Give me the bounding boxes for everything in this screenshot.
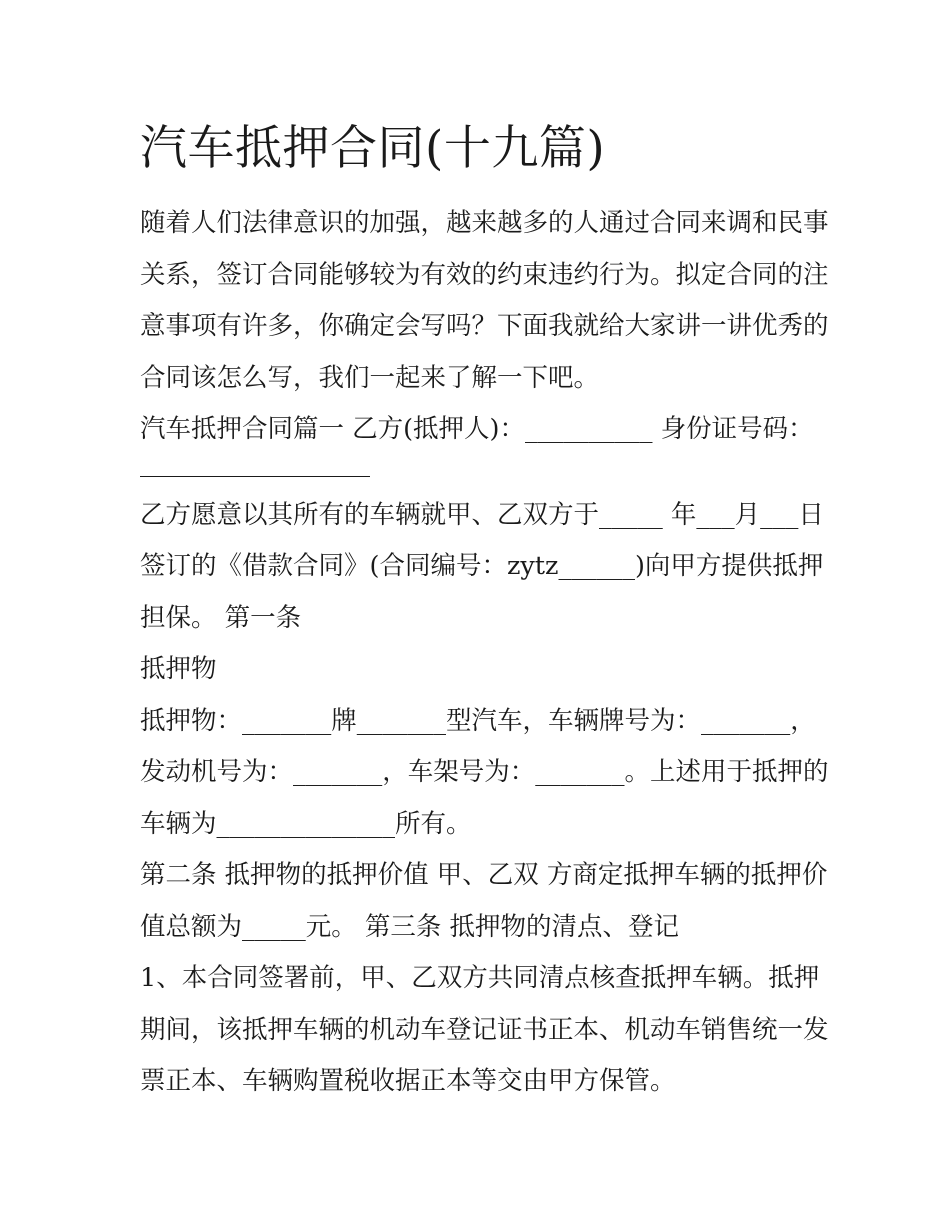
paragraph-line: 发动机号为：_______，车架号为：_______。上述用于抵押的: [140, 757, 829, 787]
paragraph-line: 抵押物：_______牌_______型汽车，车辆牌号为：_______，: [140, 705, 816, 736]
paragraph-line: 1、本合同签署前，甲、乙双方共同清点核查抵押车辆。抵押: [140, 963, 820, 993]
fill-in-blank-rule: [140, 456, 370, 477]
paragraph-line: 票正本、车辆购置税收据正本等交由甲方保管。: [140, 1066, 676, 1096]
paragraph-line: 签订的《借款合同》(合同编号：zytz______)向甲方提供抵押: [140, 551, 824, 581]
id-number-blank-line: [140, 456, 830, 490]
paragraph-line: 担保。 第一条: [140, 602, 302, 633]
document-body: [140, 198, 830, 1108]
paragraph-line: 车辆为______________所有。: [140, 808, 472, 839]
paragraph-line: 合同该怎么写，我们一起来了解一下吧。: [140, 362, 600, 393]
paragraph-line: 关系，签订合同能够较为有效的约束违约行为。拟定合同的注: [140, 259, 829, 290]
paragraph-line: 值总额为_____元。 第三条 抵押物的清点、登记: [140, 911, 679, 942]
paragraph-line: 汽车抵押合同篇一 乙方(抵押人)：__________ 身份证号码：: [140, 414, 814, 444]
paragraph-line: 乙方愿意以其所有的车辆就甲、乙双方于_____ 年___月___日: [140, 499, 824, 530]
paragraph-line: 意事项有许多，你确定会写吗？下面我就给大家讲一讲优秀的: [140, 311, 829, 341]
paragraph-line: 期间，该抵押车辆的机动车登记证书正本、机动车销售统一发: [140, 1014, 829, 1045]
paragraph-line: 第二条 抵押物的抵押价值 甲、乙双 方商定抵押车辆的抵押价: [140, 860, 828, 890]
paragraph-line: 随着人们法律意识的加强，越来越多的人通过合同来调和民事: [140, 208, 829, 238]
section-heading-line: 抵押物: [140, 654, 217, 684]
document-title: 汽车抵押合同(十九篇): [140, 121, 606, 176]
